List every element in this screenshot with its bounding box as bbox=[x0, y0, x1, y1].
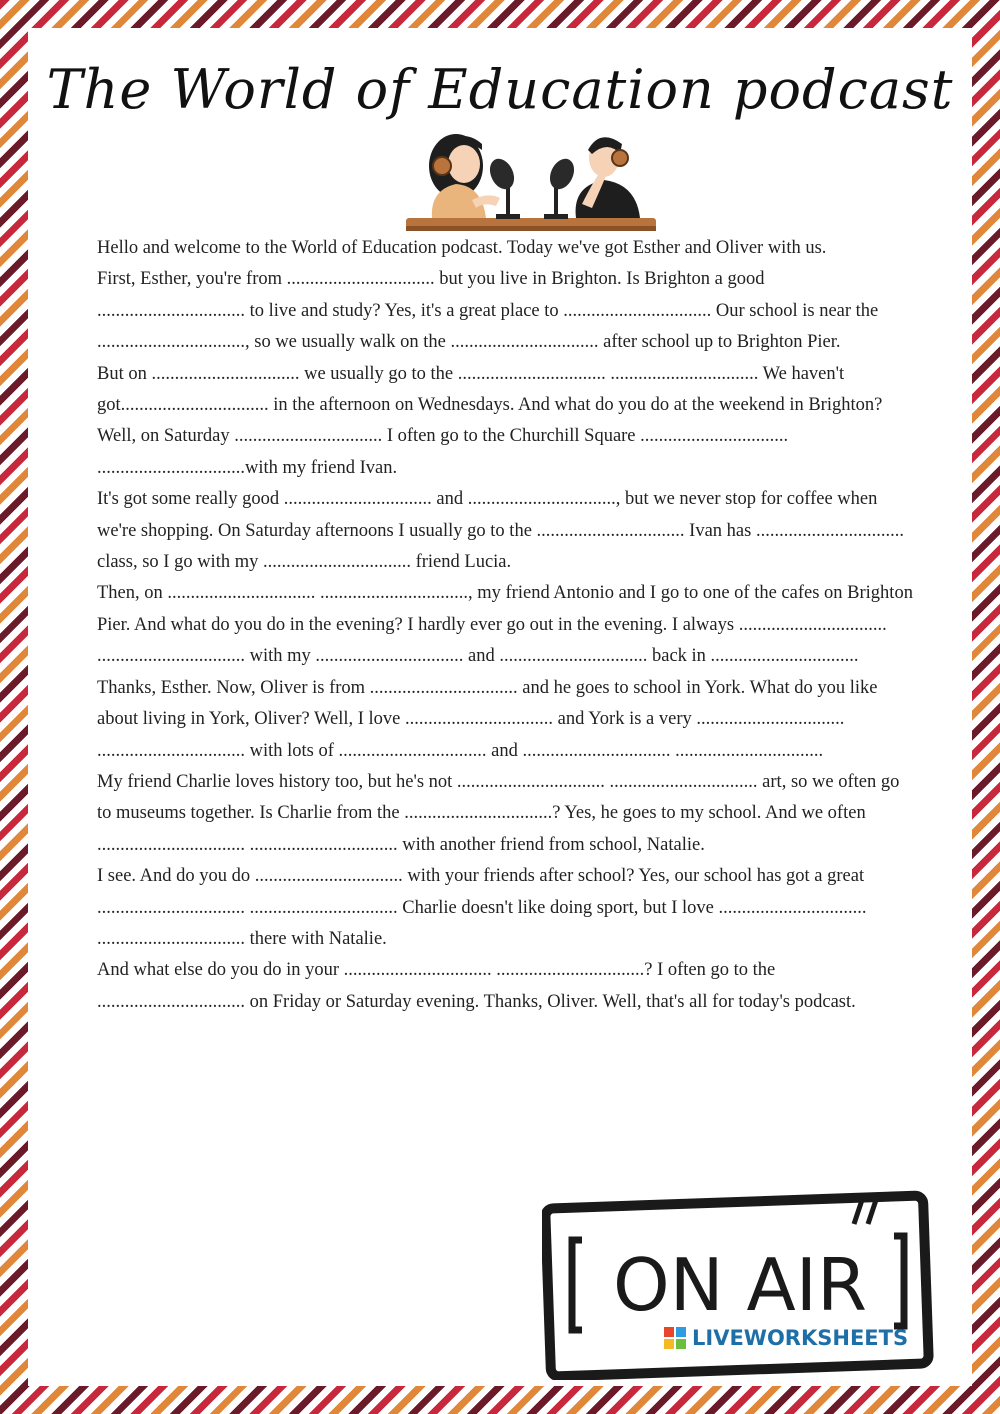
paragraph-5: Then, on ................................ ................................, my friend Antonio and I go to one of the cafes on Brighton Pier. And what do you do in the evening? I hardly ever go out in the evening. I always ................................ ................................ with my ................................ and ................................ back in ................................ bbox=[97, 583, 913, 667]
on-air-text: ON AIR bbox=[613, 1243, 867, 1327]
worksheet-page bbox=[28, 28, 972, 1386]
paragraph-6: Thanks, Esther. Now, Oliver is from ................................ and he goes to school in York. What do you like about living in York, Oliver? Well, I love ................................ and York is a very ................................ ................................ with lots of ................................ and ................................ ................................ bbox=[97, 677, 878, 761]
paragraph-3: But on ................................ we usually go to the ................................ ................................ We haven't got................................ in the afternoon on Wednesdays. And what do you do at the weekend in Brighton? Well, on Saturday ................................ I often go to the Churchill Square ................................ ................................with my friend Ivan. bbox=[97, 363, 883, 478]
paragraph-1: Hello and welcome to the World of Education podcast. Today we've got Esther and Oliver with us. bbox=[97, 238, 827, 258]
liveworksheets-logo-icon bbox=[664, 1327, 686, 1349]
paragraph-2: First, Esther, you're from ................................ but you live in Brighton. Is Brighton a good ................................ to live and study? Yes, it's a great place to ................................ Our school is near the ................................, so we usually walk on the ................................ after school up to Brighton Pier. bbox=[97, 269, 879, 353]
brand-name: LIVEWORKSHEETS bbox=[692, 1326, 909, 1350]
paragraph-4: It's got some really good ................................ and ................................, but we never stop for coffee when we're shopping. On Saturday afternoons I usually go to the ................................ Ivan has ................................ class, so I go with my ................................ friend Lucia. bbox=[97, 489, 904, 573]
paragraph-9: And what else do you do in your ................................ ................................? I often go to the ................................ on Friday or Saturday evening. Thanks, Oliver. Well, that's all for today's podcast. bbox=[97, 960, 856, 1012]
liveworksheets-brand[interactable] bbox=[664, 1323, 964, 1353]
podcast-hosts-illustration-icon bbox=[404, 114, 658, 234]
podcast-text bbox=[97, 233, 917, 1018]
paragraph-8: I see. And do you do ................................ with your friends after school? Yes, our school has got a great ................................ ................................ Charlie doesn't like doing sport, but I love ................................ ................................ there with Natalie. bbox=[97, 866, 867, 949]
page-title: The World of Education podcast bbox=[46, 58, 954, 121]
paragraph-7: My friend Charlie loves history too, but he's not ................................ ................................ art, so we often go to museums together. Is Charlie from the ................................? Yes, he goes to my school. And we often ................................ ................................ with another friend from school, Natalie. bbox=[97, 771, 900, 855]
